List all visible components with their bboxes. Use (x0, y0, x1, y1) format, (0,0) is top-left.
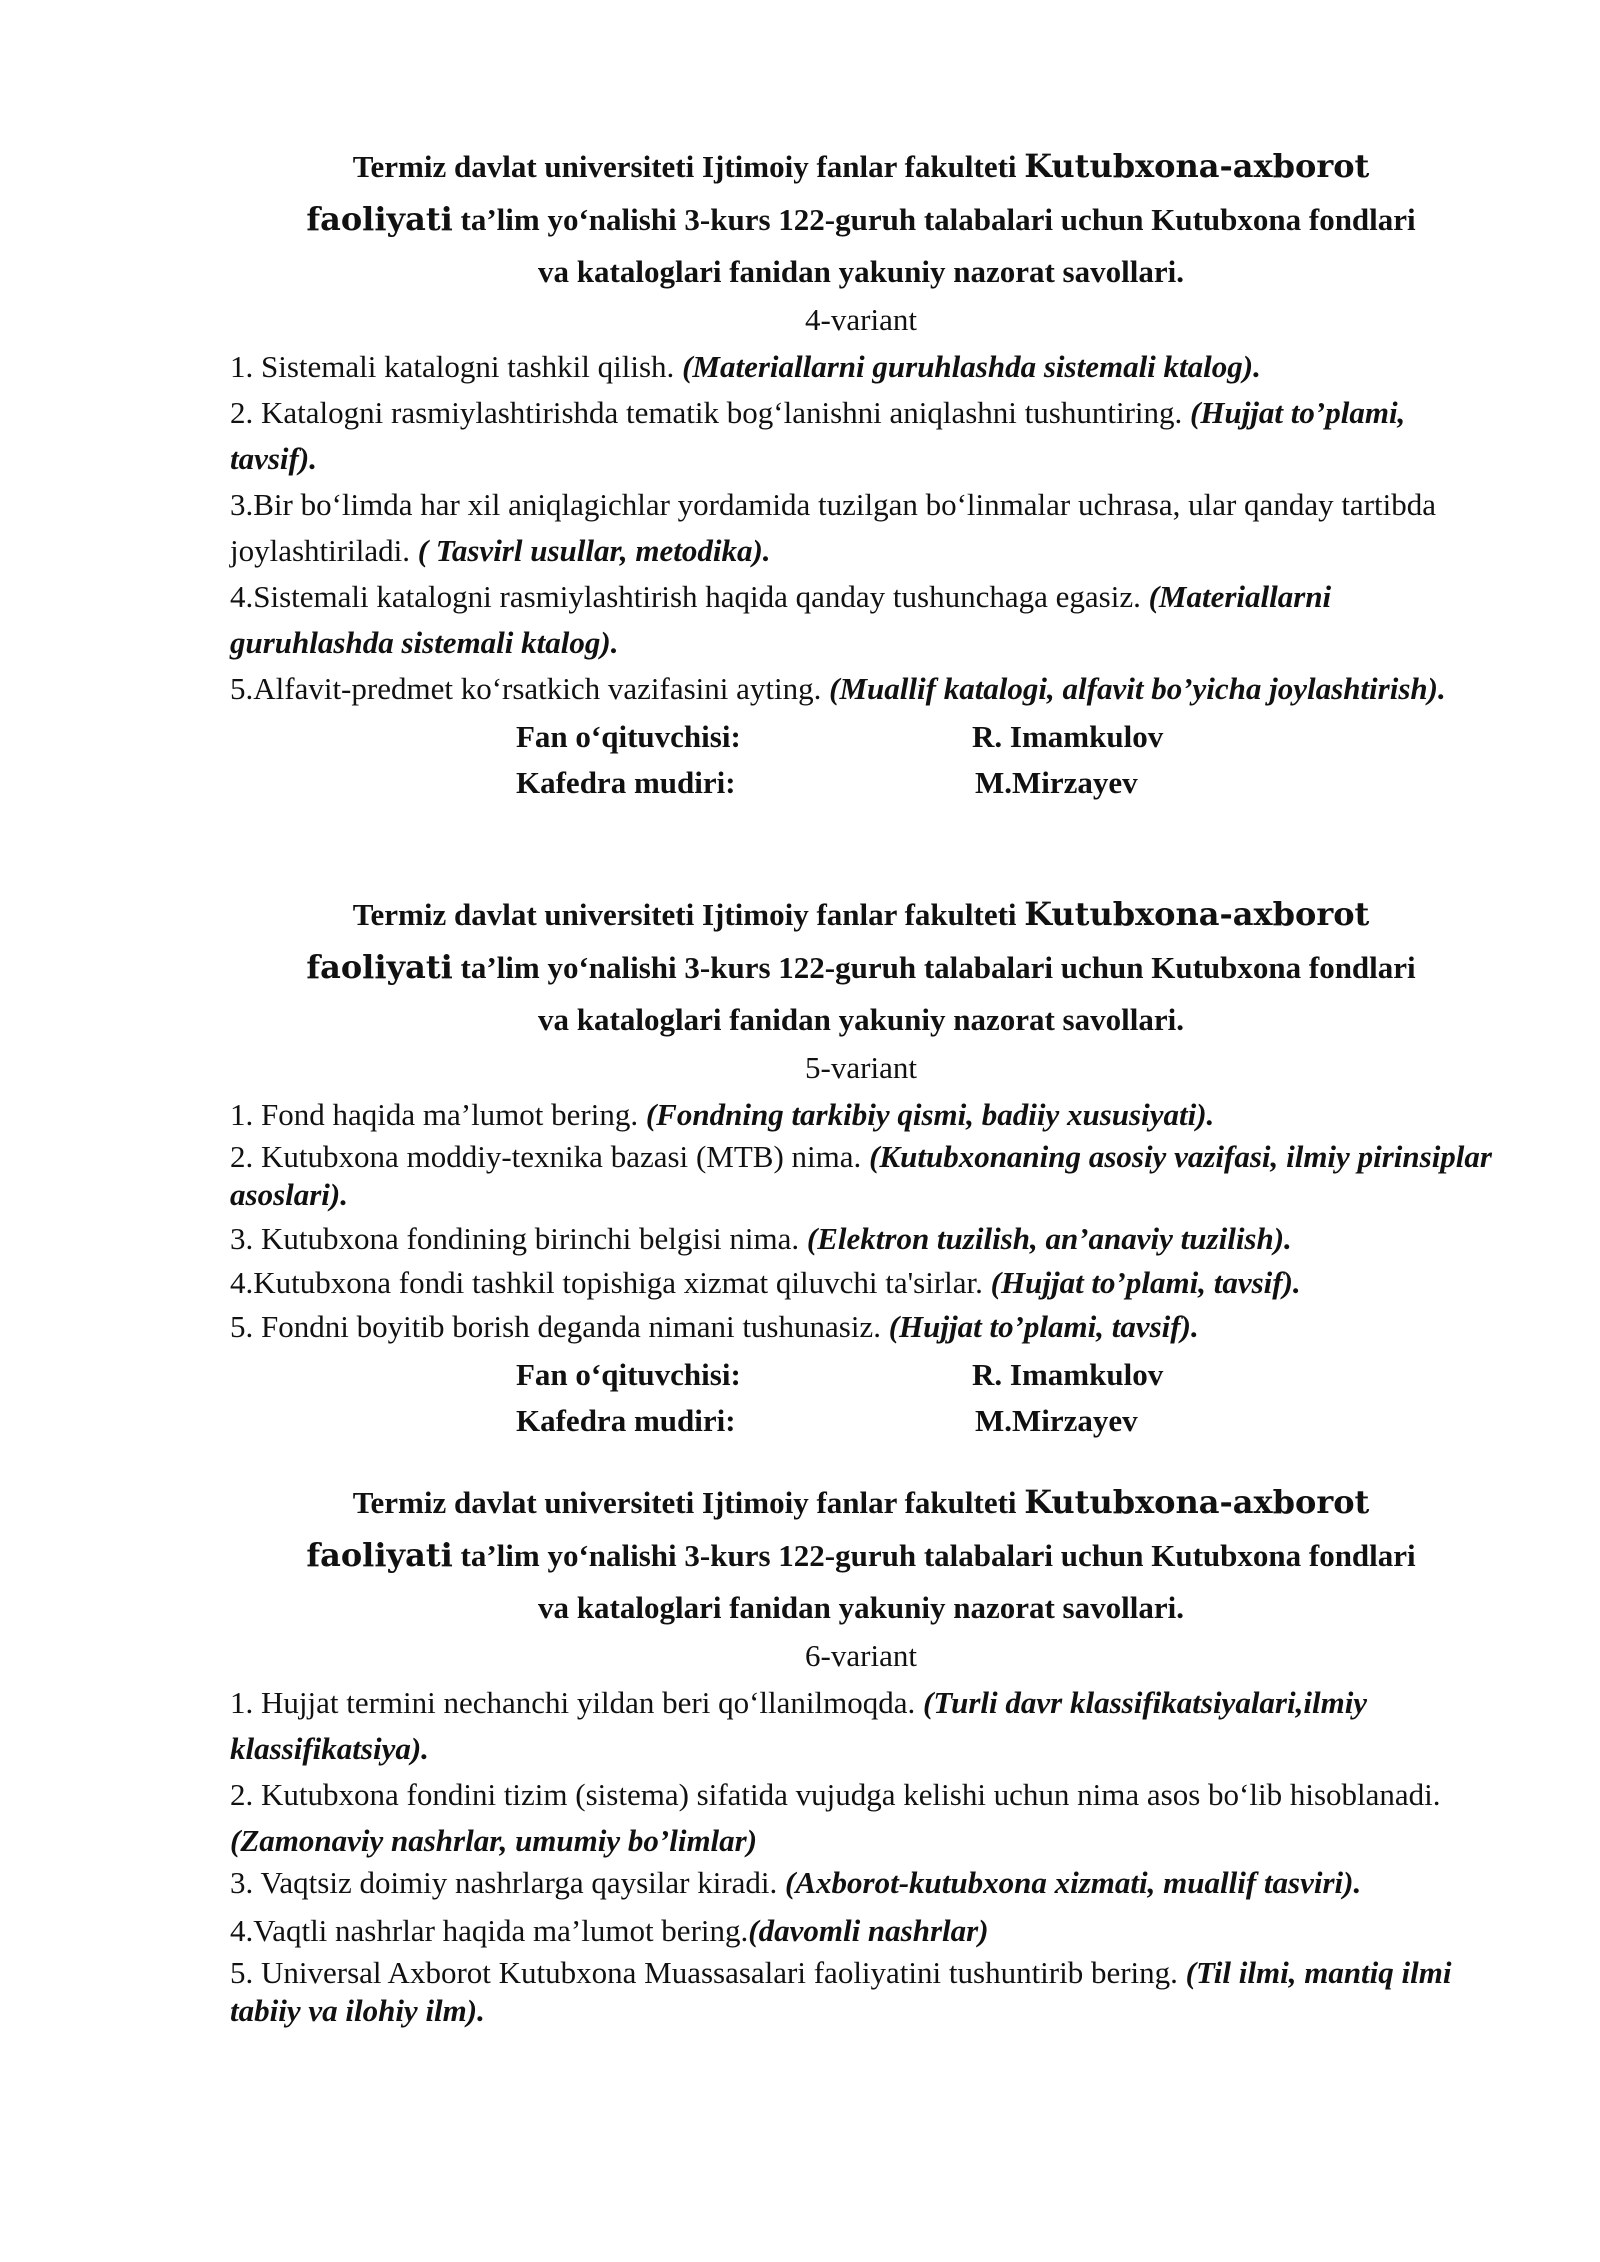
question-text: 1. Sistemali katalogni tashkil qilish. (230, 349, 683, 384)
heading-part1: Termiz davlat universiteti Ijtimoiy fanlar fakulteti (352, 897, 1025, 932)
question-item (230, 1864, 1492, 1902)
variant-block-5 (230, 888, 1492, 1444)
question-text: 3.Bir bo‘limda har xil aniqlagichlar yordamida tuzilgan bo‘linmalar uchrasa, ular qanday tartibda joylashtiriladi. (230, 487, 1437, 568)
variant-title: 5-variant (805, 1050, 917, 1085)
question-text: 2. Katalogni rasmiylashtirishda tematik bog‘lanishni aniqlashni tushuntiring. (230, 395, 1191, 430)
teacher-name: R. Imamkulov (972, 1357, 1164, 1392)
question-item (230, 1220, 1492, 1258)
exam-heading (230, 1476, 1492, 1634)
signature-row-teacher (230, 714, 1492, 760)
heading-part2: ta’lim yo‘nalishi 3-kurs 122-guruh talabalari uchun Kutubxona fondlari (452, 1538, 1416, 1573)
question-item (230, 1092, 1492, 1138)
head-label: Kafedra mudiri: (516, 765, 736, 800)
question-answer: (Hujjat to’plami, tavsif). (888, 1309, 1199, 1344)
question-answer: (Til ilmi, mantiq ilmi tabiiy va ilohiy ilm). (230, 1955, 1452, 2028)
question-item (230, 344, 1492, 390)
question-item (230, 666, 1492, 712)
heading-part1: Termiz davlat universiteti Ijtimoiy fanlar fakulteti (352, 149, 1025, 184)
head-name: M.Mirzayev (975, 1403, 1138, 1438)
question-item (230, 1680, 1492, 1772)
head-name: M.Mirzayev (975, 765, 1138, 800)
question-text: 5. Universal Axborot Kutubxona Muassasalari faoliyatini tushuntirib bering. (230, 1955, 1186, 1990)
question-text: 1. Fond haqida ma’lumot bering. (230, 1097, 646, 1132)
question-text: 3. Vaqtsiz doimiy nashrlarga qaysilar kiradi. (230, 1865, 786, 1900)
signature-row-teacher (230, 1352, 1492, 1398)
teacher-label: Fan o‘qituvchisi: (516, 719, 741, 754)
variant-title: 6-variant (805, 1638, 917, 1673)
question-item (230, 1308, 1492, 1346)
heading-big2: faoliyati (306, 200, 453, 238)
variant-block-6 (230, 1476, 1492, 2036)
signature-block (230, 1352, 1492, 1444)
question-answer: (Turli davr klassifikatsiyalari,ilmiy klassifikatsiya). (230, 1685, 1368, 1766)
question-item (230, 1264, 1492, 1302)
question-item (230, 390, 1492, 482)
question-answer: ( Tasvirl usullar, metodika). (417, 533, 771, 568)
question-text: 4.Kutubxona fondi tashkil topishiga xizmat qiluvchi ta'sirlar. (230, 1265, 991, 1300)
question-answer: (Hujjat to’plami, tavsif). (230, 395, 1406, 476)
question-answer: (Materiallarni guruhlashda sistemali ktalog). (682, 349, 1261, 384)
heading-part3: va kataloglari fanidan yakuniy nazorat savollari. (538, 1002, 1184, 1037)
heading-big2: faoliyati (306, 1536, 453, 1574)
question-item (230, 1138, 1492, 1214)
heading-big1: Kutubxona-axborot (1024, 895, 1370, 933)
question-answer: (Fondning tarkibiy qismi, badiiy xususiyati). (645, 1097, 1215, 1132)
question-answer: (Axborot-kutubxona xizmati, muallif tasviri). (785, 1865, 1362, 1900)
teacher-label: Fan o‘qituvchisi: (516, 1357, 741, 1392)
variant-title: 4-variant (805, 302, 917, 337)
question-answer: (Kutubxonaning asosiy vazifasi, ilmiy pirinsiplar asoslari). (230, 1139, 1492, 1212)
signature-row-head (230, 760, 1492, 806)
question-text: 5.Alfavit-predmet ko‘rsatkich vazifasini ayting. (230, 671, 830, 706)
question-text: 4.Vaqtli nashrlar haqida ma’lumot bering. (230, 1913, 749, 1948)
variant-block-4 (230, 140, 1492, 806)
exam-heading (230, 888, 1492, 1046)
question-answer: (davomli nashrlar) (748, 1913, 989, 1948)
exam-heading (230, 140, 1492, 298)
heading-part3: va kataloglari fanidan yakuniy nazorat savollari. (538, 254, 1184, 289)
question-item (230, 1772, 1492, 1864)
question-text: 4.Sistemali katalogni rasmiylashtirish haqida qanday tushunchaga egasiz. (230, 579, 1149, 614)
question-item (230, 574, 1492, 666)
question-text: 2. Kutubxona moddiy-texnika bazasi (MTB) nima. (230, 1139, 870, 1174)
question-text: 5. Fondni boyitib borish deganda nimani tushunasiz. (230, 1309, 889, 1344)
question-item (230, 1954, 1492, 2030)
question-text: 2. Kutubxona fondini tizim (sistema) sifatida vujudga kelishi uchun nima asos bo‘lib hisoblanadi. (230, 1777, 1441, 1812)
heading-big2: faoliyati (306, 948, 453, 986)
heading-part2: ta’lim yo‘nalishi 3-kurs 122-guruh talabalari uchun Kutubxona fondlari (452, 202, 1416, 237)
question-answer: (Elektron tuzilish, an’anaviy tuzilish). (806, 1221, 1292, 1256)
question-answer: (Materiallarni guruhlashda sistemali ktalog). (230, 579, 1332, 660)
question-item (230, 482, 1492, 574)
head-label: Kafedra mudiri: (516, 1403, 736, 1438)
question-text: 1. Hujjat termini nechanchi yildan beri qo‘llanilmoqda. (230, 1685, 924, 1720)
heading-part1: Termiz davlat universiteti Ijtimoiy fanlar fakulteti (352, 1485, 1025, 1520)
question-answer: (Muallif katalogi, alfavit bo’yicha joylashtirish). (829, 671, 1446, 706)
question-item (230, 1908, 1492, 1954)
heading-part3: va kataloglari fanidan yakuniy nazorat savollari. (538, 1590, 1184, 1625)
signature-row-head (230, 1398, 1492, 1444)
question-answer: (Hujjat to’plami, tavsif). (990, 1265, 1301, 1300)
question-text: 3. Kutubxona fondining birinchi belgisi nima. (230, 1221, 807, 1256)
teacher-name: R. Imamkulov (972, 719, 1164, 754)
question-answer: (Zamonaviy nashrlar, umumiy bo’limlar) (230, 1823, 758, 1858)
heading-big1: Kutubxona-axborot (1024, 1483, 1370, 1521)
signature-block (230, 714, 1492, 806)
heading-big1: Kutubxona-axborot (1024, 147, 1370, 185)
heading-part2: ta’lim yo‘nalishi 3-kurs 122-guruh talabalari uchun Kutubxona fondlari (452, 950, 1416, 985)
